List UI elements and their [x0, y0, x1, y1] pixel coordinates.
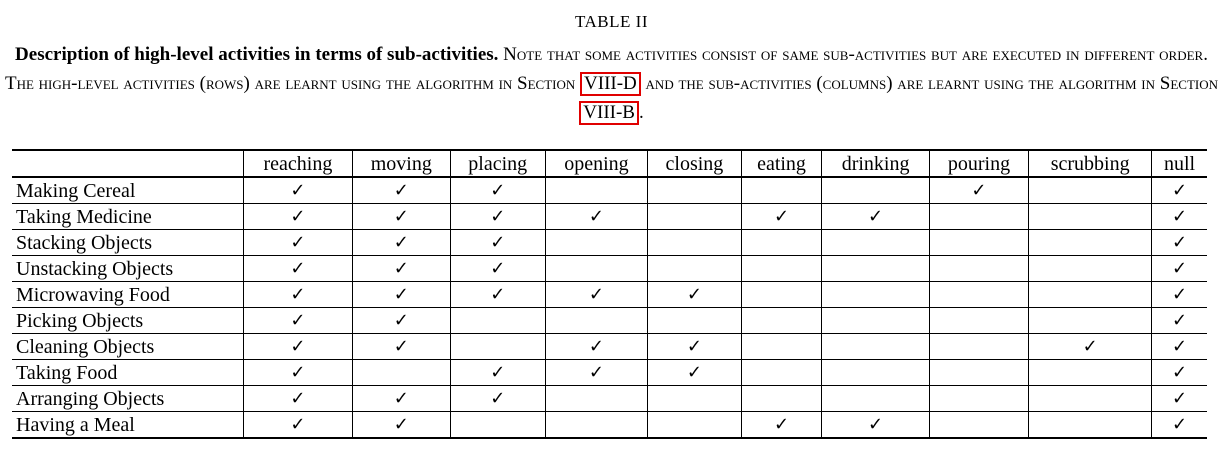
checkmark-icon: ✓ — [773, 206, 790, 227]
checkmark-icon: ✓ — [588, 284, 604, 305]
table-row — [12, 177, 1207, 204]
table-row — [12, 308, 1207, 334]
table-cell — [929, 386, 1029, 412]
table-cell — [822, 308, 929, 334]
table-cell — [352, 204, 450, 230]
checkmark-icon: ✓ — [393, 180, 409, 201]
checkmark-icon: ✓ — [490, 284, 506, 305]
table-cell — [741, 282, 822, 308]
table-cell — [1152, 334, 1207, 360]
table-cell — [545, 412, 648, 439]
table-cell — [822, 204, 929, 230]
column-header-drinking: drinking — [822, 150, 929, 177]
table-cell — [244, 204, 353, 230]
checkmark-icon: ✓ — [1171, 336, 1188, 357]
table-cell — [244, 308, 353, 334]
table-cell — [648, 204, 741, 230]
checkmark-icon: ✓ — [588, 336, 604, 357]
table-cell — [545, 386, 648, 412]
table-cell — [1029, 230, 1152, 256]
table-cell — [741, 412, 822, 439]
table-cell — [929, 177, 1029, 204]
table-cell — [929, 204, 1029, 230]
table-cell — [648, 282, 741, 308]
checkmark-icon: ✓ — [490, 232, 506, 253]
checkmark-icon: ✓ — [290, 310, 306, 331]
table-cell — [648, 177, 741, 204]
checkmark-icon: ✓ — [490, 388, 506, 409]
activity-table — [12, 149, 1207, 439]
column-header-pouring: pouring — [929, 150, 1029, 177]
checkmark-icon: ✓ — [1082, 336, 1098, 357]
table-cell — [648, 412, 741, 439]
checkmark-icon: ✓ — [393, 310, 409, 331]
table-cell — [1029, 360, 1152, 386]
section-ref-link-2[interactable]: VIII-B — [579, 101, 639, 125]
checkmark-icon: ✓ — [290, 180, 306, 201]
table-cell — [244, 412, 353, 439]
table-cell — [1152, 360, 1207, 386]
table-cell — [545, 230, 648, 256]
table-cell — [822, 282, 929, 308]
table-cell — [244, 230, 353, 256]
checkmark-icon: ✓ — [393, 258, 409, 279]
checkmark-icon: ✓ — [490, 362, 506, 383]
table-cell — [1152, 412, 1207, 439]
table-cell — [545, 308, 648, 334]
table-cell — [450, 334, 545, 360]
checkmark-icon: ✓ — [868, 206, 884, 227]
table-cell — [352, 282, 450, 308]
checkmark-icon: ✓ — [773, 414, 790, 435]
table-cell — [1152, 204, 1207, 230]
row-label: Taking Food — [16, 361, 118, 384]
checkmark-icon: ✓ — [290, 206, 306, 227]
table-cell — [244, 386, 353, 412]
table-cell — [1029, 412, 1152, 439]
table-cell — [1029, 177, 1152, 204]
checkmark-icon: ✓ — [490, 258, 506, 279]
table-cell — [1029, 334, 1152, 360]
table-cell — [244, 360, 353, 386]
table-cell — [244, 177, 353, 204]
row-label: Cleaning Objects — [16, 335, 155, 358]
table-cell — [244, 256, 353, 282]
table-cell — [545, 360, 648, 386]
table-cell — [822, 230, 929, 256]
table-cell — [450, 177, 545, 204]
table-cell — [741, 230, 822, 256]
table-cell — [822, 412, 929, 439]
table-cell — [352, 177, 450, 204]
checkmark-icon: ✓ — [393, 232, 409, 253]
table-cell — [1152, 177, 1207, 204]
checkmark-icon: ✓ — [1171, 232, 1188, 253]
section-ref-link-1[interactable]: VIII-D — [580, 72, 641, 96]
table-cell — [450, 412, 545, 439]
table-cell — [741, 204, 822, 230]
row-label: Unstacking Objects — [16, 257, 174, 280]
table-cell — [822, 334, 929, 360]
table-cell — [352, 386, 450, 412]
checkmark-icon: ✓ — [1171, 258, 1188, 279]
checkmark-icon: ✓ — [1171, 180, 1188, 201]
table-cell — [822, 256, 929, 282]
row-label: Having a Meal — [16, 413, 135, 436]
table-cell — [1152, 256, 1207, 282]
checkmark-icon: ✓ — [490, 206, 506, 227]
table-cell — [352, 360, 450, 386]
table-cell — [1152, 230, 1207, 256]
checkmark-icon: ✓ — [1171, 362, 1188, 383]
checkmark-icon: ✓ — [588, 362, 604, 383]
table-cell — [1029, 204, 1152, 230]
checkmark-icon: ✓ — [1171, 388, 1188, 409]
table-cell — [450, 204, 545, 230]
table-cell — [648, 256, 741, 282]
checkmark-icon: ✓ — [868, 414, 884, 435]
caption-text-1: Note that some activities consist of same sub-activities but are executed in different order. The high-level activities (rows) are learnt using the algorithm in Section — [4, 44, 1208, 94]
table-row — [12, 204, 1207, 230]
table-cell — [352, 230, 450, 256]
column-header-opening: opening — [545, 150, 648, 177]
checkmark-icon: ✓ — [290, 258, 306, 279]
checkmark-icon: ✓ — [1171, 414, 1188, 435]
table-cell — [1029, 386, 1152, 412]
table-cell — [352, 412, 450, 439]
row-label: Stacking Objects — [16, 231, 153, 254]
table-cell — [545, 256, 648, 282]
table-cell — [450, 308, 545, 334]
row-label: Making Cereal — [16, 179, 136, 202]
column-header-moving: moving — [352, 150, 450, 177]
table-number: TABLE II — [575, 12, 648, 31]
table-cell — [929, 256, 1029, 282]
table-row — [12, 282, 1207, 308]
table-cell — [450, 360, 545, 386]
table-cell — [450, 386, 545, 412]
table-cell — [648, 386, 741, 412]
table-cell — [822, 360, 929, 386]
checkmark-icon: ✓ — [290, 388, 306, 409]
table-row — [12, 334, 1207, 360]
table-cell — [741, 334, 822, 360]
checkmark-icon: ✓ — [686, 362, 702, 383]
column-header-closing: closing — [648, 150, 741, 177]
table-cell — [545, 334, 648, 360]
checkmark-icon: ✓ — [393, 414, 409, 435]
checkmark-icon: ✓ — [971, 180, 987, 201]
table-cell — [450, 282, 545, 308]
checkmark-icon: ✓ — [290, 232, 306, 253]
caption-bold-lead: Description of high-level activities in terms of sub-activities. — [15, 44, 499, 65]
column-header-eating: eating — [741, 150, 822, 177]
table-cell — [741, 360, 822, 386]
checkmark-icon: ✓ — [686, 336, 702, 357]
table-row — [12, 412, 1207, 439]
table-body — [12, 177, 1207, 438]
table-row — [12, 360, 1207, 386]
checkmark-icon: ✓ — [393, 206, 409, 227]
table-cell — [929, 360, 1029, 386]
checkmark-icon: ✓ — [290, 336, 306, 357]
checkmark-icon: ✓ — [290, 362, 306, 383]
table-header-row — [12, 150, 1207, 177]
table-cell — [648, 308, 741, 334]
table-cell — [244, 282, 353, 308]
table-cell — [352, 256, 450, 282]
row-label: Taking Medicine — [16, 205, 152, 228]
table-cell — [741, 386, 822, 412]
table-cell — [1152, 282, 1207, 308]
checkmark-icon: ✓ — [290, 414, 306, 435]
checkmark-icon: ✓ — [1171, 206, 1188, 227]
caption-text-2: and the sub-activities (columns) are learnt using the algorithm in Section — [645, 73, 1219, 94]
table-cell — [648, 230, 741, 256]
checkmark-icon: ✓ — [393, 336, 409, 357]
row-label: Picking Objects — [16, 309, 144, 332]
row-label: Microwaving Food — [16, 283, 170, 306]
table-cell — [648, 334, 741, 360]
table-cell — [822, 177, 929, 204]
table-row — [12, 230, 1207, 256]
table-cell — [545, 282, 648, 308]
table-cell — [244, 334, 353, 360]
table-cell — [741, 256, 822, 282]
table-cell — [1029, 308, 1152, 334]
table-cell — [545, 177, 648, 204]
caption-text-3: . — [638, 102, 644, 123]
table-row — [12, 256, 1207, 282]
table-cell — [352, 334, 450, 360]
column-header-null: null — [1152, 150, 1207, 177]
table-cell — [352, 308, 450, 334]
checkmark-icon: ✓ — [686, 284, 702, 305]
table-cell — [450, 230, 545, 256]
checkmark-icon: ✓ — [490, 180, 506, 201]
table-row — [12, 386, 1207, 412]
table-cell — [929, 282, 1029, 308]
table-cell — [1029, 256, 1152, 282]
row-label: Arranging Objects — [16, 387, 165, 410]
table-cell — [741, 308, 822, 334]
table-cell — [1152, 386, 1207, 412]
table-cell — [450, 256, 545, 282]
table-cell — [929, 230, 1029, 256]
checkmark-icon: ✓ — [290, 284, 306, 305]
checkmark-icon: ✓ — [1171, 284, 1188, 305]
checkmark-icon: ✓ — [393, 284, 409, 305]
column-header-placing: placing — [450, 150, 545, 177]
table-cell — [648, 360, 741, 386]
table-cell — [1029, 282, 1152, 308]
checkmark-icon: ✓ — [588, 206, 604, 227]
table-cell — [1152, 308, 1207, 334]
table-cell — [929, 412, 1029, 439]
checkmark-icon: ✓ — [393, 388, 409, 409]
table-caption — [4, 40, 1219, 127]
table-cell — [741, 177, 822, 204]
table-cell — [929, 308, 1029, 334]
table-cell — [929, 334, 1029, 360]
column-header-reaching: reaching — [244, 150, 353, 177]
table-cell — [545, 204, 648, 230]
checkmark-icon: ✓ — [1171, 310, 1188, 331]
header-corner — [12, 150, 244, 177]
table-cell — [822, 386, 929, 412]
column-header-scrubbing: scrubbing — [1029, 150, 1152, 177]
